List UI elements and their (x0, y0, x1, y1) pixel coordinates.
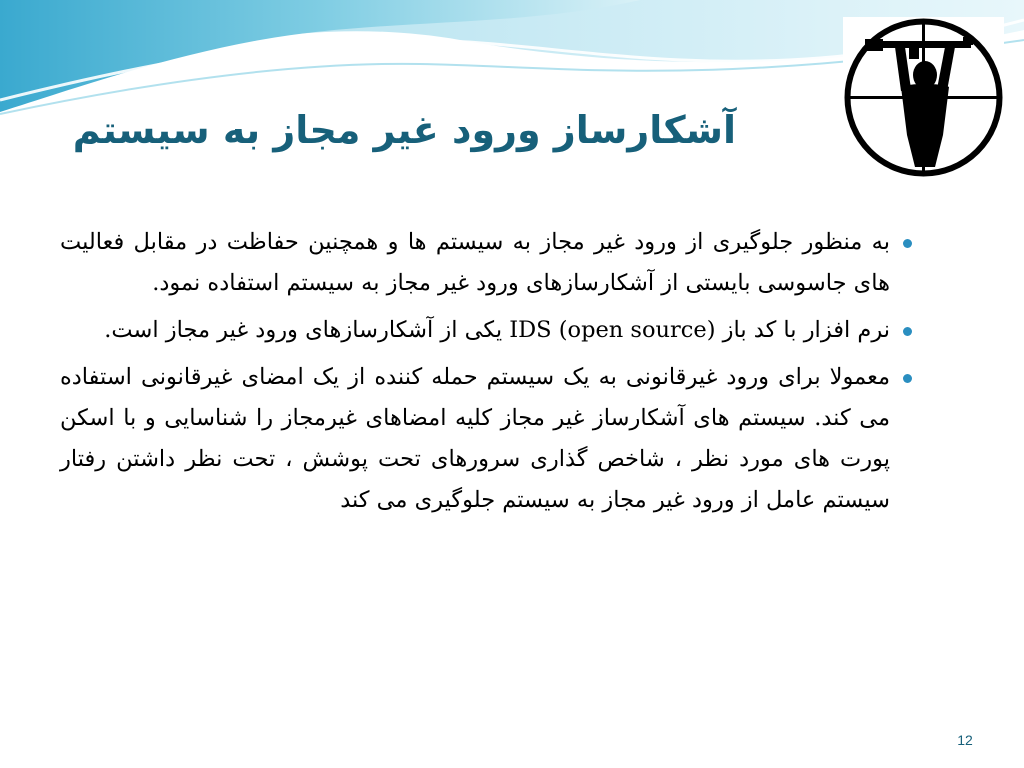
bullet-list (60, 222, 918, 521)
slide-number: 12 (957, 732, 973, 748)
slide-title: آشکارساز ورود غیر مجاز به سیستم (72, 108, 736, 152)
bullet-item: به منظور جلوگیری از ورود غیر مجاز به سیستم ها و همچنین حفاظت در مقابل فعالیت های جاسوسی بایستی از آشکارسازهای ورود غیر مجاز به سیستم استفاده نمود. (60, 222, 918, 304)
bullet-item: نرم افزار با کد باز (IDS (open source یکی از آشکارسازهای ورود غیر مجاز است. (60, 310, 918, 351)
crosshair-figure-icon (843, 17, 1004, 178)
bullet-item: معمولا برای ورود غیرقانونی به یک سیستم حمله کننده از یک امضای غیرقانونی استفاده می کند. سیستم های آشکارساز غیر مجاز کلیه امضاهای غیرمجاز را شناسایی و با اسکن پورت های مورد نظر ، شاخص گذاری سرورهای تحت پوشش ، تحت نظر داشتن رفتار سیستم عامل از ورود غیر مجاز به سیستم جلوگیری می کند (60, 357, 918, 521)
bullet-list-container (60, 222, 918, 527)
